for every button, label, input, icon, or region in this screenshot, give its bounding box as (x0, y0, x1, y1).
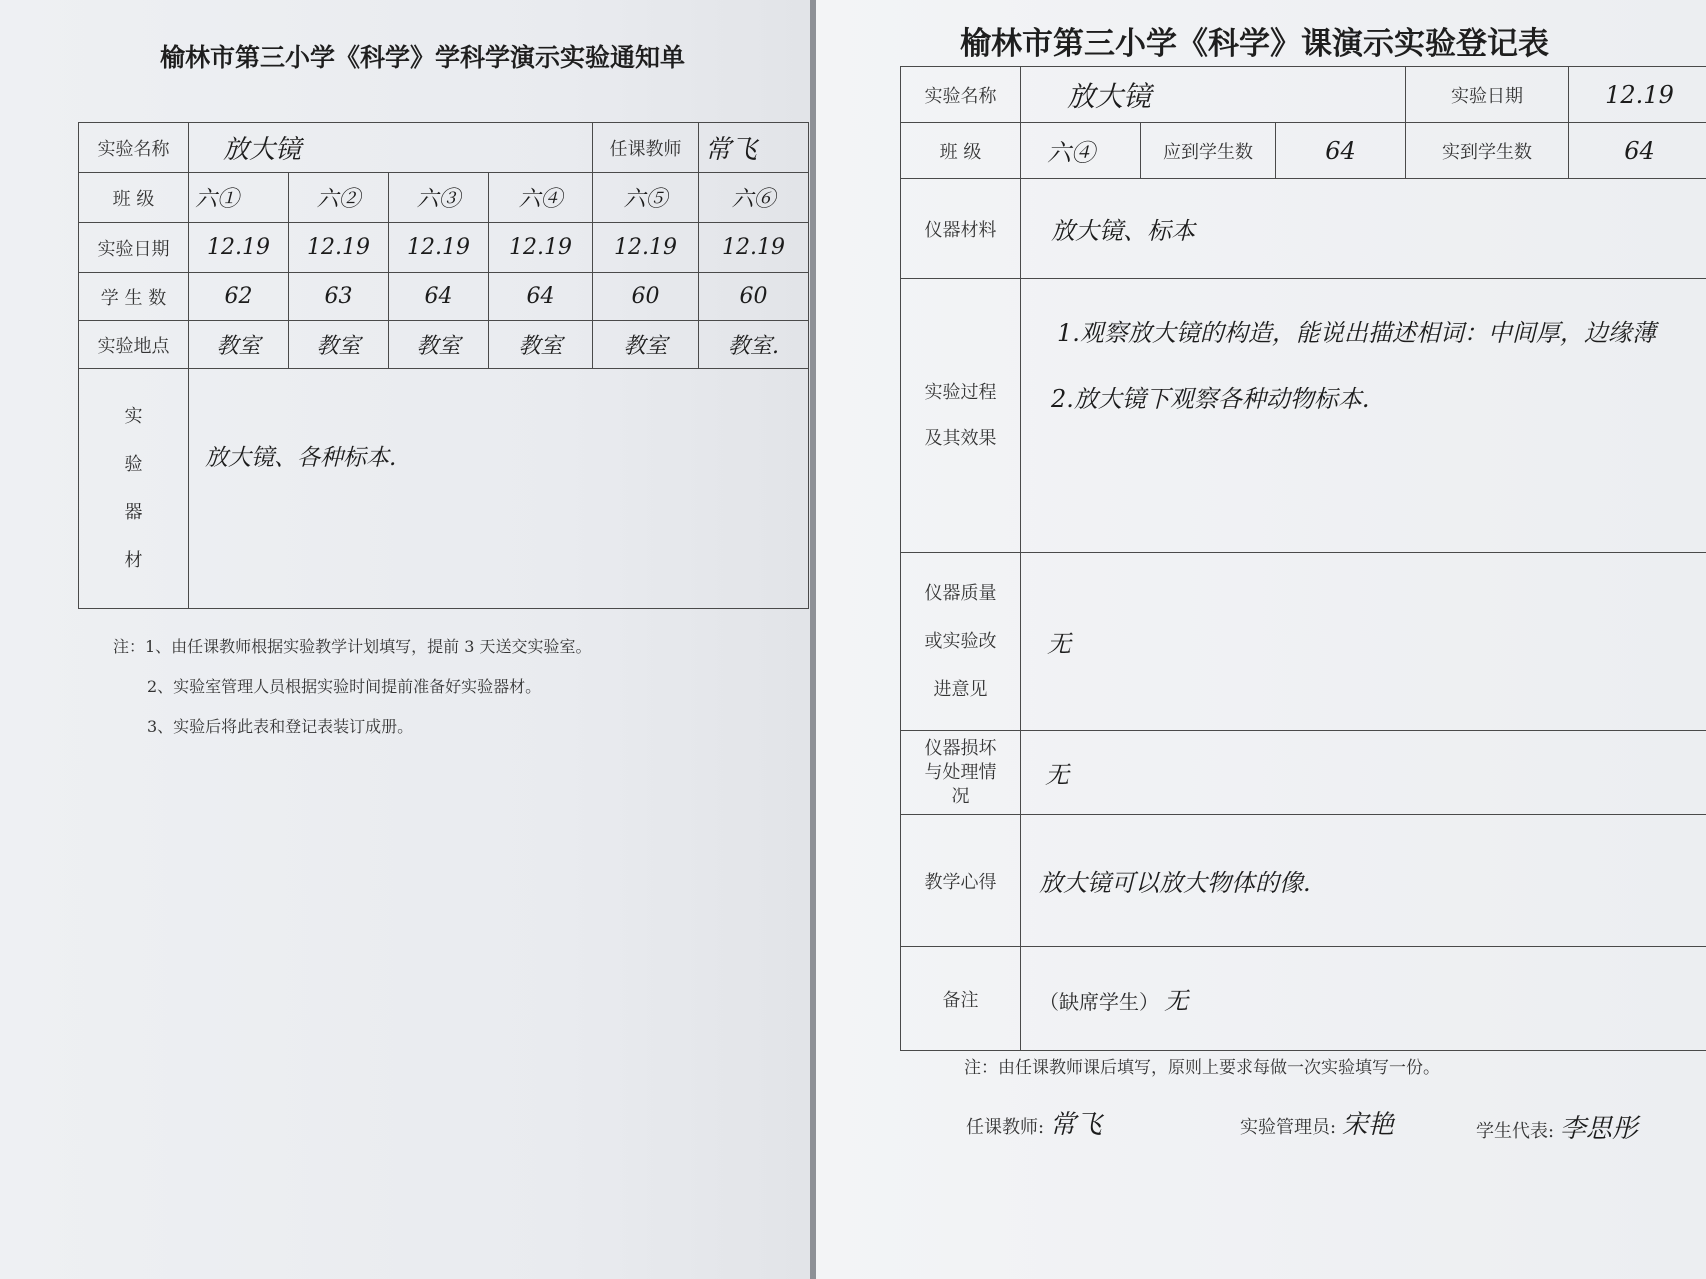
label-damage-line-1: 仪器损坏 (924, 737, 997, 759)
students-2: 63 (324, 284, 353, 309)
class-3: 六③ (416, 187, 461, 212)
register-table (900, 66, 1706, 1051)
students-6: 60 (739, 284, 768, 309)
value-remark: 无 (1164, 987, 1189, 1015)
label-quality-line-1: 仪器质量 (924, 582, 997, 604)
label-remark: 备注 (901, 947, 1021, 1051)
class-2: 六② (316, 187, 361, 212)
signature-admin-label: 实验管理员: (1240, 1117, 1337, 1138)
label-process (901, 279, 1021, 553)
date-4: 12.19 (509, 235, 572, 260)
class-6: 六⑥ (731, 187, 776, 212)
place-1: 教室 (216, 334, 261, 359)
value-teacher: 常飞 (705, 135, 758, 165)
place-4: 教室 (518, 334, 563, 359)
label-expected: 应到学生数 (1141, 123, 1276, 179)
signature-teacher-value: 常飞 (1049, 1110, 1102, 1140)
value-remark-prefix: （缺席学生） (1039, 990, 1159, 1014)
label-date: 实验日期 (79, 223, 189, 273)
students-3: 64 (424, 284, 453, 309)
label-place: 实验地点 (79, 321, 189, 369)
value-reflection: 放大镜可以放大物体的像. (1039, 869, 1311, 897)
notice-note-2: 2、实验室管理人员根据实验时间提前准备好实验器材。 (147, 677, 542, 696)
signature-admin (1240, 1104, 1394, 1141)
class-5: 六⑤ (623, 187, 668, 212)
label-actual: 实到学生数 (1406, 123, 1569, 179)
label-equipment-char-3: 器 (124, 501, 143, 523)
class-4: 六④ (518, 187, 563, 212)
date-2: 12.19 (307, 235, 370, 260)
notice-title: 榆林市第三小学《科学》学科学演示实验通知单 (160, 43, 686, 72)
label-quality-line-3: 进意见 (933, 678, 988, 700)
notice-note-1: 注：1、由任课教师根据实验教学计划填写，提前 3 天送交实验室。 (113, 637, 592, 656)
value-expected: 64 (1325, 136, 1356, 165)
signature-admin-value: 宋艳 (1341, 1110, 1394, 1140)
value-actual: 64 (1624, 136, 1655, 165)
place-6: 教室. (728, 334, 780, 359)
value-class: 六④ (1047, 139, 1095, 167)
label-equipment-char-2: 验 (124, 453, 143, 475)
notice-sheet (0, 0, 810, 1279)
label-materials: 仪器材料 (901, 179, 1021, 279)
value-name: 放大镜 (1067, 79, 1152, 113)
value-damage: 无 (1045, 761, 1069, 789)
place-3: 教室 (416, 334, 461, 359)
date-5: 12.19 (614, 235, 677, 260)
signature-student-label: 学生代表: (1476, 1121, 1555, 1142)
label-class: 班 级 (901, 123, 1021, 179)
label-process-line-1: 实验过程 (924, 381, 997, 403)
value-process-2: 2.放大镜下观察各种动物标本. (1051, 385, 1370, 413)
signature-student-value: 李思彤 (1559, 1114, 1638, 1144)
notice-table (78, 122, 809, 609)
label-teacher: 任课教师 (593, 123, 699, 173)
label-date: 实验日期 (1406, 67, 1569, 123)
students-1: 62 (224, 284, 253, 309)
value-materials: 放大镜、标本 (1051, 217, 1195, 245)
label-equipment (79, 369, 189, 609)
signature-student (1476, 1108, 1638, 1145)
students-4: 64 (526, 284, 555, 309)
value-date: 12.19 (1605, 80, 1674, 109)
label-experiment-name: 实验名称 (79, 123, 189, 173)
label-damage-line-3: 况 (951, 785, 970, 807)
signature-teacher (966, 1104, 1102, 1141)
value-experiment-name: 放大镜 (223, 135, 302, 165)
register-note: 注：由任课教师课后填写，原则上要求每做一次实验填写一份。 (964, 1058, 1440, 1078)
date-6: 12.19 (722, 235, 785, 260)
value-process-1: 1.观察放大镜的构造，能说出描述相词：中间厚，边缘薄 (1057, 319, 1656, 347)
label-reflection: 教学心得 (901, 815, 1021, 947)
class-1: 六① (195, 187, 240, 212)
register-sheet (816, 0, 1706, 1279)
place-2: 教室 (316, 334, 361, 359)
label-quality-line-2: 或实验改 (924, 630, 997, 652)
label-damage (901, 731, 1021, 815)
value-quality: 无 (1047, 630, 1071, 658)
label-process-line-2: 及其效果 (924, 427, 997, 449)
place-5: 教室 (623, 334, 668, 359)
signature-teacher-label: 任课教师: (966, 1117, 1045, 1138)
notice-note-3: 3、实验后将此表和登记表装订成册。 (147, 717, 414, 736)
label-equipment-char-4: 材 (124, 549, 143, 571)
date-3: 12.19 (407, 235, 470, 260)
label-name: 实验名称 (901, 67, 1021, 123)
label-quality (901, 553, 1021, 731)
register-title: 榆林市第三小学《科学》课演示实验登记表 (960, 26, 1549, 62)
date-1: 12.19 (207, 235, 270, 260)
label-class: 班 级 (79, 173, 189, 223)
label-damage-line-2: 与处理情 (924, 761, 997, 783)
students-5: 60 (631, 284, 660, 309)
value-equipment: 放大镜、各种标本. (205, 445, 397, 471)
label-students: 学 生 数 (79, 273, 189, 321)
label-equipment-char-1: 实 (124, 405, 143, 427)
